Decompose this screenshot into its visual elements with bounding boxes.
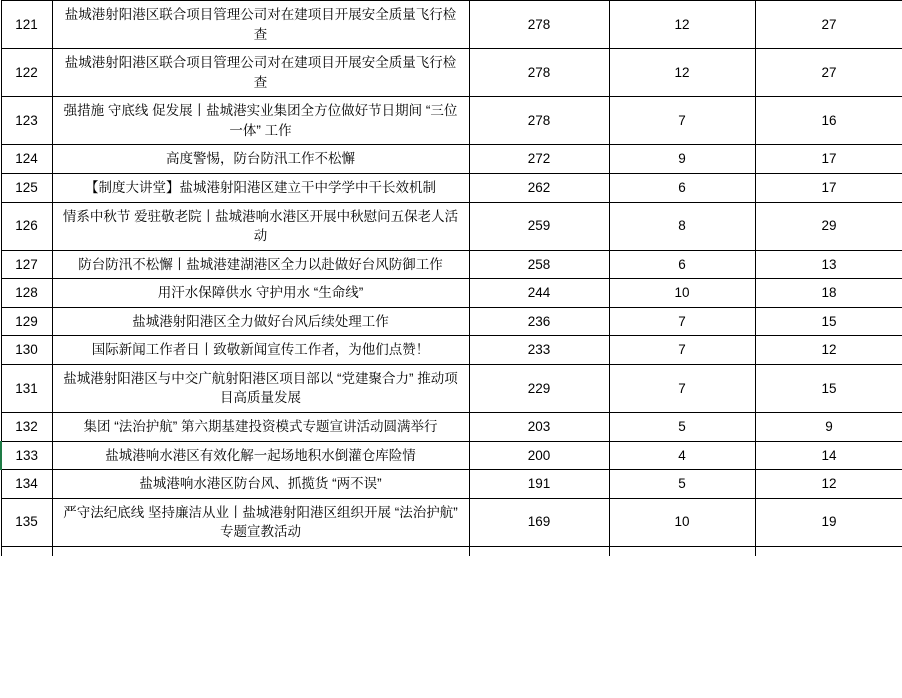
cell-title: 盐城港响水港区有效化解一起场地积水倒灌仓库险情 xyxy=(52,441,469,470)
cell-likes: 7 xyxy=(609,97,755,145)
table-row-partial[interactable] xyxy=(1,546,902,556)
cell-title: 盐城港响水港区防台风、抓揽货 “两不误” xyxy=(52,470,469,499)
cell-likes: 6 xyxy=(609,173,755,202)
cell-title: 严守法纪底线 坚持廉洁从业丨盐城港射阳港区组织开展 “法治护航” 专题宣教活动 xyxy=(52,498,469,546)
cell-title: 强措施 守底线 促发展丨盐城港实业集团全方位做好节日期间 “三位一体” 工作 xyxy=(52,97,469,145)
cell-shares: 17 xyxy=(755,145,902,174)
cell-title: 国际新闻工作者日丨致敬新闻宣传工作者，为他们点赞！ xyxy=(52,336,469,365)
cell-likes: 8 xyxy=(609,202,755,250)
cell-index xyxy=(1,546,52,556)
cell-index: 125 xyxy=(1,173,52,202)
cell-shares: 12 xyxy=(755,336,902,365)
cell-shares xyxy=(755,546,902,556)
cell-index: 131 xyxy=(1,364,52,412)
cell-reads: 259 xyxy=(469,202,609,250)
cell-title: 盐城港射阳港区联合项目管理公司对在建项目开展安全质量飞行检查 xyxy=(52,1,469,49)
cell-likes: 10 xyxy=(609,498,755,546)
cell-shares: 16 xyxy=(755,97,902,145)
cell-shares: 14 xyxy=(755,441,902,470)
cell-index: 133 xyxy=(1,441,52,470)
table-row[interactable] xyxy=(1,498,902,546)
cell-reads: 191 xyxy=(469,470,609,499)
cell-reads: 200 xyxy=(469,441,609,470)
cell-index: 135 xyxy=(1,498,52,546)
cell-likes: 7 xyxy=(609,336,755,365)
cell-shares: 19 xyxy=(755,498,902,546)
cell-title: 盐城港射阳港区联合项目管理公司对在建项目开展安全质量飞行检查 xyxy=(52,49,469,97)
table-row[interactable] xyxy=(1,1,902,49)
cell-index: 126 xyxy=(1,202,52,250)
table-row[interactable] xyxy=(1,307,902,336)
table-row[interactable] xyxy=(1,202,902,250)
cell-likes: 10 xyxy=(609,279,755,308)
cell-shares: 9 xyxy=(755,413,902,442)
cell-likes: 7 xyxy=(609,307,755,336)
cell-likes: 7 xyxy=(609,364,755,412)
table-body xyxy=(1,1,902,557)
table-row[interactable] xyxy=(1,364,902,412)
cell-reads: 278 xyxy=(469,49,609,97)
cell-index: 128 xyxy=(1,279,52,308)
cell-title: 【制度大讲堂】盐城港射阳港区建立干中学学中干长效机制 xyxy=(52,173,469,202)
cell-reads: 229 xyxy=(469,364,609,412)
cell-title xyxy=(52,546,469,556)
cell-likes xyxy=(609,546,755,556)
cell-index: 132 xyxy=(1,413,52,442)
table-row[interactable] xyxy=(1,336,902,365)
cell-reads: 244 xyxy=(469,279,609,308)
table-row[interactable] xyxy=(1,173,902,202)
cell-reads: 258 xyxy=(469,250,609,279)
cell-shares: 15 xyxy=(755,364,902,412)
cell-title: 防台防汛不松懈丨盐城港建湖港区全力以赴做好台风防御工作 xyxy=(52,250,469,279)
cell-reads: 169 xyxy=(469,498,609,546)
cell-title: 盐城港射阳港区与中交广航射阳港区项目部以 “党建聚合力” 推动项目高质量发展 xyxy=(52,364,469,412)
cell-likes: 4 xyxy=(609,441,755,470)
cell-shares: 13 xyxy=(755,250,902,279)
cell-shares: 15 xyxy=(755,307,902,336)
cell-reads: 203 xyxy=(469,413,609,442)
cell-reads: 236 xyxy=(469,307,609,336)
cell-likes: 12 xyxy=(609,49,755,97)
cell-shares: 12 xyxy=(755,470,902,499)
table-row[interactable] xyxy=(1,97,902,145)
cell-reads: 262 xyxy=(469,173,609,202)
cell-title: 集团 “法治护航” 第六期基建投资模式专题宣讲活动圆满举行 xyxy=(52,413,469,442)
cell-index: 134 xyxy=(1,470,52,499)
cell-likes: 5 xyxy=(609,470,755,499)
cell-index: 123 xyxy=(1,97,52,145)
cell-reads: 272 xyxy=(469,145,609,174)
cell-shares: 29 xyxy=(755,202,902,250)
cell-likes: 12 xyxy=(609,1,755,49)
cell-index: 129 xyxy=(1,307,52,336)
table-row-selected[interactable] xyxy=(1,441,902,470)
cell-title: 用汗水保障供水 守护用水 “生命线” xyxy=(52,279,469,308)
table-row[interactable] xyxy=(1,49,902,97)
cell-index: 121 xyxy=(1,1,52,49)
cell-reads: 278 xyxy=(469,97,609,145)
cell-shares: 18 xyxy=(755,279,902,308)
cell-shares: 17 xyxy=(755,173,902,202)
cell-likes: 9 xyxy=(609,145,755,174)
cell-index: 122 xyxy=(1,49,52,97)
cell-reads xyxy=(469,546,609,556)
cell-likes: 6 xyxy=(609,250,755,279)
cell-index: 127 xyxy=(1,250,52,279)
table-row[interactable] xyxy=(1,413,902,442)
cell-reads: 278 xyxy=(469,1,609,49)
table-row[interactable] xyxy=(1,250,902,279)
cell-index: 130 xyxy=(1,336,52,365)
table-row[interactable] xyxy=(1,279,902,308)
cell-index: 124 xyxy=(1,145,52,174)
table-row[interactable] xyxy=(1,470,902,499)
cell-title: 情系中秋节 爱驻敬老院丨盐城港响水港区开展中秋慰问五保老人活动 xyxy=(52,202,469,250)
cell-title: 高度警惕，防台防汛工作不松懈 xyxy=(52,145,469,174)
cell-shares: 27 xyxy=(755,1,902,49)
cell-title: 盐城港射阳港区全力做好台风后续处理工作 xyxy=(52,307,469,336)
cell-reads: 233 xyxy=(469,336,609,365)
cell-shares: 27 xyxy=(755,49,902,97)
cell-likes: 5 xyxy=(609,413,755,442)
table-row[interactable] xyxy=(1,145,902,174)
